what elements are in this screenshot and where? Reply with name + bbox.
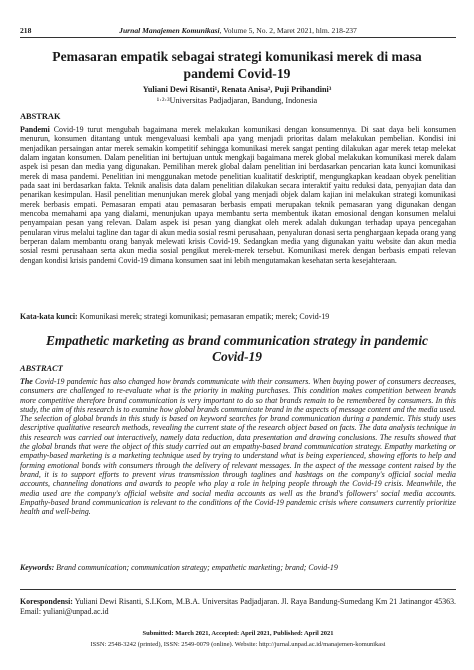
kata-kunci: [20, 312, 456, 321]
keywords: [20, 563, 456, 572]
abstract-body: [20, 377, 456, 516]
correspondence: [20, 597, 456, 616]
kata-kunci-text: Komunikasi merek; strategi komunikasi; pemasaran empatik; merek; Covid-19: [77, 312, 330, 321]
abstract-text: Covid-19 pandemic has also changed how brands communicate with their consumers. When buying power of consumers decreases, consumers are challenged to re-evaluate what is the priority in making purchases. This condition makes competition between brands more competitive therefore brand communication is very important to do so that brands remain to be remembered by consumers. In this study, the aim of this research is to examine how global brands communicate brand in the aspects of message content and the media used. The selection of global brands in this study is based on keyword searches for brand communication during a pandemic. This study uses descriptive qualitative research methods, revealing the current state of the research object based on facts. The data analysis technique in this research was carried out interactively, namely data reduction, data presentation and drawing conclusions. The results showed that the global brands that were the object of this study carried out an empathy-based brand communication strategy. Empathy marketing or empathy-based marketing is a marketing technique used by trying to understand what is being experienced, showing efforts to help and forming emotional bonds with consumers through the delivery of relevant messages. In the aspect of the message content raised by the brand, it is to support efforts to prevent virus transmission through taglines and hashtags on the company's official social media accounts, channeling donations and awards to people who play a role in helping people through the Covid-19 crisis. Meanwhile, the media used are the company's official website and social media accounts as well as the brand's followers' social media accounts. Empathy-based brand communication is relevant to the conditions of the Covid-19 pandemic crisis where consumers currently prioritize health and well-being.: [20, 377, 456, 517]
abstract-lead-word: The: [20, 377, 33, 386]
correspondence-text: Yuliani Dewi Risanti, S.I.Kom, M.B.A. Universitas Padjadjaran. Jl. Raya Bandung-Sumedang Km 21 Jatinangor 45363. Email: yuliani@unpad.ac.id: [20, 597, 456, 616]
journal-name: Jurnal Manajemen Komunikasi: [119, 26, 220, 35]
abstrak-lead-word: Pandemi: [20, 125, 50, 134]
running-header: [20, 24, 456, 38]
journal-citation: [20, 24, 456, 37]
abstrak-text: Covid-19 turut mengubah bagaimana merek melakukan komunikasi dengan konsumennya. Di saat daya beli konsumen menurun, konsumen ditantang untuk mengevaluasi kembali apa yang menjadi prioritas dalam melakukan pembelian. Kondisi ini menjadikan persaingan antar merek semakin kompetitif sehingga komunikasi merek sangat penting dilakukan agar merek tetap melekat dalam ingatan konsumen. Dalam penelitian ini bertujuan untuk mengkaji bagaimana merek global melakukan komunikasi merek dalam aspek isi pesan dan media yang digunakan. Pemilihan merek global dalam penelitian ini berdasarkan pencarian kata kunci komunikasi merek di masa pandemi. Penelitian ini menggunakan metode penelitian kualitatif deskriptif, mengungkapkan keadaan obyek penelitian pada saat ini berdasarkan fakta. Teknik analisis data dalam penelitian dilakukan secara interaktif yaitu reduksi data, penyajian data dan penarikan kesimpulan. Hasil penelitian menunjukan merek global yang menjadi objek dalam kajian ini melakukan strategi komunikasi merek berbasis empati. Pemasaran empati atau pemasaran berbasis empati merupakan teknik pemasaran yang digunakan dengan mencoba memahami apa yang dialami, menunjukan upaya membantu serta membentuk ikatan emosional dengan konsumen melalui penyampaian pesan yang relevan. Dalam aspek isi pesan yang diangkat oleh merek adalah dukungan terhadap upaya pencegahan penularan virus melalui tagline dan tagar di akun media sosial resmi perusahaan, penyaluran donasi serta penghargaan kepada orang yang berperan dalam membantu orang banyak melewati krisis Covid-19. Sedangkan media yang digunakan yaitu website dan akun media sosial resmi perusahaan serta akun media sosial pengikut merek-merek tersebut. Komunikasi merek dengan berbasis empati relevan dengan kondisi krisis pandemi Covid-19 dimana konsumen saat ini lebih mengutamakan kesehatan serta kesejahteraan.: [20, 125, 456, 265]
author-list: Yuliani Dewi Risanti¹, Renata Anisa², Puji Prihandini³: [142, 85, 332, 94]
english-title: Empathetic marketing as brand communication strategy in pandemic Covid-19: [45, 333, 429, 364]
page-number: 218: [20, 26, 32, 35]
issn-line: ISSN: 2548-3242 (printed), ISSN: 2549-0079 (online). Website: http://jurnal.unpad.ac.id/manajemen-komunikasi: [90, 641, 386, 648]
keywords-text: Brand communication; communication strategy; empathetic marketing; brand; Covid-19: [54, 563, 338, 572]
article-title: Pemasaran empatik sebagai strategi komunikasi merek di masa pandemi Covid-19: [52, 49, 422, 81]
author-affiliation: ¹·²·³Universitas Padjadjaran, Bandung, Indonesia: [156, 96, 318, 105]
journal-volume-info: , Volume 5, No. 2, Maret 2021, hlm. 218-237: [219, 26, 357, 35]
kata-kunci-label: Kata-kata kunci:: [20, 312, 78, 321]
footer-divider: [20, 589, 456, 590]
abstrak-body: [20, 125, 456, 265]
abstrak-heading: ABSTRAK: [20, 112, 61, 121]
abstract-heading: ABSTRACT: [20, 364, 63, 373]
keywords-label: Keywords:: [20, 563, 55, 572]
correspondence-label: Korespondensi:: [20, 597, 73, 606]
publication-dates: Submitted: March 2021, Accepted: April 2021, Published: April 2021: [142, 630, 334, 637]
